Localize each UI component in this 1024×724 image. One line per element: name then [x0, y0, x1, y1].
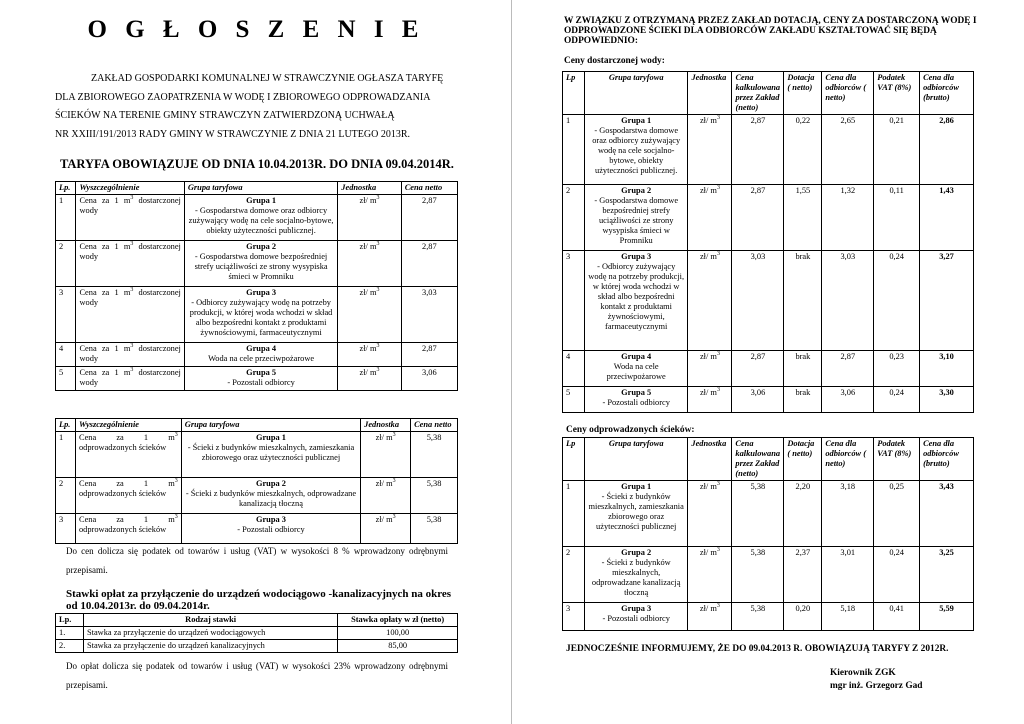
- group-description: - Pozostali odbiorcy: [227, 378, 295, 387]
- header-cell: Cena kalkulowana przez Zakład (netto): [732, 72, 784, 115]
- header-cell: Rodzaj stawki: [83, 614, 337, 627]
- group-name: Grupa 4: [246, 344, 277, 353]
- unit-cell: [338, 287, 401, 343]
- description-text: odprowadzonych ścieków: [78, 525, 167, 534]
- subsidy-heading: W ZWIĄZKU Z OTRZYMANĄ PRZEZ ZAKŁAD DOTACJĄ, CENY ZA DOSTARCZONĄ WODĘ I ODPROWADZONE ŚCIEKI DLA ODBIORCÓW ZAKŁADU KSZTAŁTOWAĆ SIĘ BĘDĄ ODPOWIEDNIO:: [564, 16, 977, 46]
- group-name: Grupa 2: [621, 186, 652, 195]
- calc-price-cell: 2,87: [732, 185, 784, 251]
- description-text: dostarczonej wody: [79, 368, 181, 387]
- unit-text: zł/ m: [375, 515, 393, 524]
- unit-cell: [361, 478, 411, 514]
- group-cell: [584, 481, 687, 547]
- table-row: [56, 478, 458, 514]
- sewage-subsidy-table: [562, 437, 974, 631]
- unit-superscript: 3: [716, 547, 720, 554]
- description-superscript: 3: [130, 287, 134, 294]
- subsidy-cell: 2,20: [784, 481, 822, 547]
- table-header-row: [56, 614, 458, 627]
- unit-superscript: 3: [392, 514, 396, 521]
- table-row: [563, 481, 974, 547]
- description-text: Cena za 1 m: [79, 368, 131, 377]
- description-cell: [76, 287, 184, 343]
- group-description: Woda na cele przeciwpożarowe: [208, 354, 315, 363]
- lp-cell: 2: [56, 478, 76, 514]
- group-description: - Ścieki z budynków mieszkalnych, odprowadzane kanalizacją tłoczną: [591, 558, 681, 597]
- group-name: Grupa 3: [621, 604, 652, 613]
- unit-cell: [338, 241, 401, 287]
- fee-name-cell: Stawka za przyłączenie do urządzeń kanalizacyjnych: [83, 640, 337, 653]
- lp-cell: 1.: [56, 627, 84, 640]
- unit-superscript: 3: [392, 478, 396, 485]
- table-row: [56, 367, 458, 391]
- lp-cell: 3: [56, 514, 76, 544]
- subsidy-cell: 0,22: [784, 115, 822, 185]
- unit-superscript: 3: [716, 387, 720, 394]
- table-row: [56, 287, 458, 343]
- description-superscript: 3: [130, 343, 134, 350]
- net-price-cell: 2,87: [822, 351, 874, 387]
- header-cell: Grupa taryfowa: [181, 419, 360, 432]
- unit-text: zł/ m: [359, 288, 377, 297]
- table-row: [56, 432, 458, 478]
- header-cell: Dotacja ( netto): [784, 72, 822, 115]
- lp-cell: 1: [56, 195, 76, 241]
- header-cell: Jednostka: [688, 438, 732, 481]
- unit-cell: [688, 251, 732, 351]
- unit-cell: [361, 432, 411, 478]
- unit-text: zł/ m: [699, 186, 717, 195]
- unit-text: zł/ m: [699, 252, 717, 261]
- group-description: - Gospodarstwa domowe bezpośredniej strefy uciążliwości ze strony wysypiska śmieci w Promniku: [594, 196, 679, 245]
- group-name: Grupa 1: [246, 196, 277, 205]
- water-tariff-table: [55, 181, 458, 391]
- group-cell: [584, 387, 688, 413]
- unit-text: zł/ m: [359, 368, 377, 377]
- unit-text: zł/ m: [359, 344, 377, 353]
- unit-text: zł/ m: [699, 548, 717, 557]
- unit-superscript: 3: [392, 432, 396, 439]
- tariff-validity: TARYFA OBOWIĄZUJE OD DNIA 10.04.2013R. DO DNIA 09.04.2014R.: [60, 157, 454, 171]
- fee-value-cell: 100,00: [338, 627, 458, 640]
- fee-value-cell: 85,00: [338, 640, 458, 653]
- unit-superscript: 3: [716, 115, 720, 122]
- description-cell: [75, 432, 181, 478]
- group-name: Grupa 2: [255, 479, 286, 488]
- vat-cell: 0,24: [874, 251, 920, 351]
- group-cell: [181, 514, 360, 544]
- description-text: dostarczonej wody: [79, 242, 181, 261]
- table-row: [56, 627, 458, 640]
- gross-price-cell: 3,27: [920, 251, 974, 351]
- description-superscript: 3: [174, 432, 178, 439]
- unit-cell: [338, 367, 401, 391]
- group-cell: [184, 287, 337, 343]
- header-cell: Lp: [563, 72, 585, 115]
- description-text: Cena za 1 m: [79, 288, 131, 297]
- gross-price-cell: 1,43: [920, 185, 974, 251]
- intro-line: NR XXIII/191/2013 RADY GMINY W STRAWCZYNIE Z DNIA 21 LUTEGO 2013R.: [55, 128, 411, 140]
- vat-cell: 0,24: [874, 547, 920, 603]
- gross-price-cell: 5,59: [920, 603, 974, 631]
- lp-cell: 4: [563, 351, 585, 387]
- unit-superscript: 3: [716, 481, 720, 488]
- group-cell: [584, 603, 687, 631]
- description-cell: [75, 478, 181, 514]
- unit-cell: [688, 115, 732, 185]
- subsidy-cell: brak: [784, 351, 822, 387]
- water-subsidy-table: [562, 71, 974, 413]
- signature-title: Kierownik ZGK: [830, 668, 896, 678]
- net-price-cell: 2,65: [822, 115, 874, 185]
- calc-price-cell: 2,87: [732, 115, 784, 185]
- group-cell: [181, 478, 360, 514]
- page-title: O G Ł O S Z E N I E: [87, 16, 425, 43]
- description-text: Cena za 1 m: [78, 515, 175, 524]
- vat-cell: 0,21: [874, 115, 920, 185]
- unit-text: zł/ m: [699, 482, 717, 491]
- price-cell: 5,38: [411, 514, 458, 544]
- group-cell: [584, 115, 688, 185]
- subsidy-cell: brak: [784, 387, 822, 413]
- unit-superscript: 3: [376, 241, 380, 248]
- unit-cell: [688, 547, 732, 603]
- group-description: - Pozostali odbiorcy: [602, 614, 670, 623]
- header-cell: Cena dla odbiorców ( netto): [822, 438, 874, 481]
- description-text: odprowadzonych ścieków: [78, 489, 167, 498]
- unit-text: zł/ m: [699, 388, 717, 397]
- group-name: Grupa 3: [621, 252, 652, 261]
- unit-text: zł/ m: [699, 604, 717, 613]
- table-row: [563, 387, 974, 413]
- group-cell: [184, 195, 337, 241]
- price-cell: 5,38: [411, 478, 458, 514]
- price-cell: 3,03: [401, 287, 457, 343]
- lp-cell: 5: [563, 387, 585, 413]
- calc-price-cell: 5,38: [732, 603, 784, 631]
- group-cell: [184, 367, 337, 391]
- net-price-cell: 1,32: [822, 185, 874, 251]
- intro-line: DLA ZBIOROWEGO ZAOPATRZENIA W WODĘ I ZBIOROWEGO ODPROWADZANIA: [55, 91, 431, 103]
- unit-text: zł/ m: [375, 479, 393, 488]
- net-price-cell: 3,01: [822, 547, 874, 603]
- header-cell: Cena dla odbiorców (brutto): [920, 438, 974, 481]
- group-description: - Pozostali odbiorcy: [237, 525, 305, 534]
- description-cell: [76, 241, 184, 287]
- unit-cell: [688, 351, 732, 387]
- description-superscript: 3: [130, 367, 134, 374]
- connection-fee-table: [55, 613, 458, 653]
- table-row: [563, 251, 974, 351]
- group-name: Grupa 1: [255, 433, 286, 442]
- price-cell: 2,87: [401, 195, 457, 241]
- subsidy-cell: brak: [784, 251, 822, 351]
- group-name: Grupa 3: [255, 515, 286, 524]
- group-description: - Ścieki z budynków mieszkalnych, zamieszkania zbiorowego oraz użyteczności publicznej: [588, 492, 684, 531]
- header-cell: Lp: [563, 438, 585, 481]
- unit-superscript: 3: [716, 185, 720, 192]
- table-row: [563, 115, 974, 185]
- description-text: Cena za 1 m: [79, 242, 131, 251]
- table-row: [563, 185, 974, 251]
- group-cell: [181, 432, 360, 478]
- unit-superscript: 3: [376, 287, 380, 294]
- unit-cell: [688, 387, 732, 413]
- table-header-row: [56, 419, 458, 432]
- group-description: - Pozostali odbiorcy: [602, 398, 670, 407]
- fee-name-cell: Stawka za przyłączenie do urządzeń wodociągowych: [83, 627, 337, 640]
- group-name: Grupa 2: [246, 242, 277, 251]
- unit-superscript: 3: [376, 195, 380, 202]
- gross-price-cell: 3,25: [920, 547, 974, 603]
- group-description: - Odbiorcy zużywający wodę na potrzeby produkcji, w której woda wchodzi w skład albo bezpośredni kontakt z produktami żywnościowymi, farmaceutycznymi: [588, 262, 685, 331]
- header-cell: Podatek VAT (8%): [874, 438, 920, 481]
- group-name: Grupa 1: [621, 482, 652, 491]
- group-description: - Odbiorcy zużywający wodę na potrzeby produkcji, w której woda wchodzi w skład albo bezpośredni kontakt z produktami żywnościowymi, farmaceutycznymi: [189, 298, 333, 337]
- table-row: [56, 195, 458, 241]
- group-name: Grupa 3: [246, 288, 277, 297]
- vat-cell: 0,25: [874, 481, 920, 547]
- unit-cell: [361, 514, 411, 544]
- calc-price-cell: 2,87: [732, 351, 784, 387]
- net-price-cell: 3,18: [822, 481, 874, 547]
- group-cell: [584, 547, 687, 603]
- lp-cell: 1: [563, 481, 585, 547]
- calc-price-cell: 3,03: [732, 251, 784, 351]
- table-row: [563, 547, 974, 603]
- table-header-row: [563, 438, 974, 481]
- description-superscript: 3: [174, 478, 178, 485]
- table-row: [56, 514, 458, 544]
- intro-line: ŚCIEKÓW NA TERENIE GMINY STRAWCZYN ZATWIERDZONĄ UCHWAŁĄ: [55, 110, 395, 121]
- water-prices-subheading: Ceny dostarczonej wody:: [564, 56, 665, 66]
- header-cell: Cena dla odbiorców (brutto): [920, 72, 974, 115]
- net-price-cell: 5,18: [822, 603, 874, 631]
- table-row: [56, 241, 458, 287]
- header-cell: Cena netto: [411, 419, 458, 432]
- vat-cell: 0,24: [874, 387, 920, 413]
- header-cell: Stawka opłaty w zł (netto): [338, 614, 458, 627]
- table-header-row: [563, 72, 974, 115]
- description-text: Cena za 1 m: [79, 344, 131, 353]
- unit-text: zł/ m: [375, 433, 393, 442]
- group-cell: [584, 251, 688, 351]
- group-name: Grupa 5: [621, 388, 652, 397]
- unit-superscript: 3: [716, 603, 720, 610]
- price-cell: 3,06: [401, 367, 457, 391]
- calc-price-cell: 5,38: [732, 481, 784, 547]
- lp-cell: 2.: [56, 640, 84, 653]
- description-text: dostarczonej wody: [79, 196, 181, 215]
- description-cell: [75, 514, 181, 544]
- header-cell: Lp.: [56, 614, 84, 627]
- group-cell: [184, 343, 337, 367]
- unit-superscript: 3: [716, 351, 720, 358]
- description-text: dostarczonej wody: [79, 288, 181, 307]
- lp-cell: 2: [563, 547, 585, 603]
- unit-cell: [688, 185, 732, 251]
- lp-cell: 1: [56, 432, 76, 478]
- subsidy-cell: 1,55: [784, 185, 822, 251]
- unit-cell: [338, 195, 401, 241]
- group-description: - Gospodarstwa domowe oraz odbiorcy zużywający wodę na cele socjalno-bytowe, obiekty użyteczności publicznej.: [188, 206, 334, 235]
- header-cell: Jednostka: [338, 182, 401, 195]
- lp-cell: 3: [56, 287, 76, 343]
- unit-text: zł/ m: [359, 196, 377, 205]
- vat-cell: 0,23: [874, 351, 920, 387]
- group-name: Grupa 4: [621, 352, 652, 361]
- lp-cell: 5: [56, 367, 76, 391]
- group-description: - Gospodarstwa domowe oraz odbiorcy zużywający wodę na cele socjalno-bytowe, obiekty użyteczności publicznej.: [592, 126, 681, 175]
- description-text: Cena za 1 m: [78, 479, 175, 488]
- header-cell: Wyszczególnienie: [76, 182, 184, 195]
- sewage-prices-subheading: Ceny odprowadzonych ścieków:: [566, 425, 695, 435]
- header-cell: Jednostka: [361, 419, 411, 432]
- vat-cell: 0,41: [874, 603, 920, 631]
- unit-text: zł/ m: [699, 116, 717, 125]
- connection-heading: Stawki opłat za przyłączenie do urządzeń wodociągowo -kanalizacyjnych na okres od 10.04.2013r. do 09.04.2014r.: [66, 588, 452, 612]
- subsidy-cell: 0,20: [784, 603, 822, 631]
- gross-price-cell: 3,30: [920, 387, 974, 413]
- header-cell: Lp.: [56, 182, 76, 195]
- table-header-row: [56, 182, 458, 195]
- group-name: Grupa 1: [621, 116, 652, 125]
- lp-cell: 4: [56, 343, 76, 367]
- description-text: Cena za 1 m: [78, 433, 175, 442]
- lp-cell: 2: [56, 241, 76, 287]
- unit-superscript: 3: [376, 343, 380, 350]
- lp-cell: 3: [563, 603, 585, 631]
- unit-cell: [688, 481, 732, 547]
- description-superscript: 3: [130, 195, 134, 202]
- bottom-note: JEDNOCZEŚNIE INFORMUJEMY, ŻE DO 09.04.2013 R. OBOWIĄZUJĄ TARYFY Z 2012R.: [566, 644, 949, 654]
- lp-cell: 1: [563, 115, 585, 185]
- intro-line: ZAKŁAD GOSPODARKI KOMUNALNEJ W STRAWCZYNIE OGŁASZA TARYFĘ: [91, 73, 444, 84]
- description-text: dostarczonej wody: [79, 344, 181, 363]
- table-row: [563, 603, 974, 631]
- unit-superscript: 3: [376, 367, 380, 374]
- gross-price-cell: 3,43: [920, 481, 974, 547]
- table-row: [563, 351, 974, 387]
- net-price-cell: 3,06: [822, 387, 874, 413]
- unit-cell: [338, 343, 401, 367]
- group-cell: [584, 351, 688, 387]
- header-cell: Wyszczególnienie: [75, 419, 181, 432]
- header-cell: Cena netto: [401, 182, 457, 195]
- group-cell: [584, 185, 688, 251]
- description-text: odprowadzonych ścieków: [78, 443, 167, 452]
- group-name: Grupa 2: [621, 548, 652, 557]
- header-cell: Dotacja ( netto): [784, 438, 822, 481]
- header-cell: Grupa taryfowa: [584, 72, 688, 115]
- description-cell: [76, 195, 184, 241]
- unit-text: zł/ m: [359, 242, 377, 251]
- lp-cell: 3: [563, 251, 585, 351]
- price-cell: 5,38: [411, 432, 458, 478]
- group-description: - Ścieki z budynków mieszkalnych, odprowadzane kanalizacją tłoczną: [185, 489, 357, 508]
- gross-price-cell: 2,86: [920, 115, 974, 185]
- group-cell: [184, 241, 337, 287]
- header-cell: Cena kalkulowana przez Zakład (netto): [732, 438, 784, 481]
- vat-note-23: Do opłat dolicza się podatek od towarów i usług (VAT) w wysokości 23% wprowadzony odrębnymi przepisami.: [66, 661, 448, 690]
- header-cell: Grupa taryfowa: [584, 438, 687, 481]
- unit-text: zł/ m: [699, 352, 717, 361]
- subsidy-cell: 2,37: [784, 547, 822, 603]
- gross-price-cell: 3,10: [920, 351, 974, 387]
- header-cell: Podatek VAT (8%): [874, 72, 920, 115]
- calc-price-cell: 3,06: [732, 387, 784, 413]
- price-cell: 2,87: [401, 241, 457, 287]
- signature-name: mgr inż. Grzegorz Gad: [830, 681, 923, 691]
- calc-price-cell: 5,38: [732, 547, 784, 603]
- net-price-cell: 3,03: [822, 251, 874, 351]
- header-cell: Cena dla odbiorców ( netto): [822, 72, 874, 115]
- vat-note-8: Do cen dolicza się podatek od towarów i usług (VAT) w wysokości 8 % wprowadzony odrębnymi przepisami.: [66, 546, 448, 575]
- lp-cell: 2: [563, 185, 585, 251]
- sewage-tariff-table: [55, 418, 458, 544]
- group-description: Woda na cele przeciwpożarowe: [606, 362, 666, 381]
- group-name: Grupa 5: [246, 368, 277, 377]
- intro-text: [55, 70, 475, 144]
- price-cell: 2,87: [401, 343, 457, 367]
- group-description: - Gospodarstwa domowe bezpośredniej strefy uciążliwości ze strony wysypiska śmieci w Promniku: [194, 252, 328, 281]
- header-cell: Grupa taryfowa: [184, 182, 337, 195]
- description-superscript: 3: [130, 241, 134, 248]
- group-description: - Ścieki z budynków mieszkalnych, zamieszkania zbiorowego oraz użyteczności publicznej: [187, 443, 355, 462]
- description-cell: [76, 367, 184, 391]
- description-text: Cena za 1 m: [79, 196, 131, 205]
- vat-cell: 0,11: [874, 185, 920, 251]
- unit-cell: [688, 603, 732, 631]
- header-cell: Lp.: [56, 419, 76, 432]
- description-cell: [76, 343, 184, 367]
- unit-superscript: 3: [716, 251, 720, 258]
- table-row: [56, 343, 458, 367]
- header-cell: Jednostka: [688, 72, 732, 115]
- description-superscript: 3: [174, 514, 178, 521]
- table-row: [56, 640, 458, 653]
